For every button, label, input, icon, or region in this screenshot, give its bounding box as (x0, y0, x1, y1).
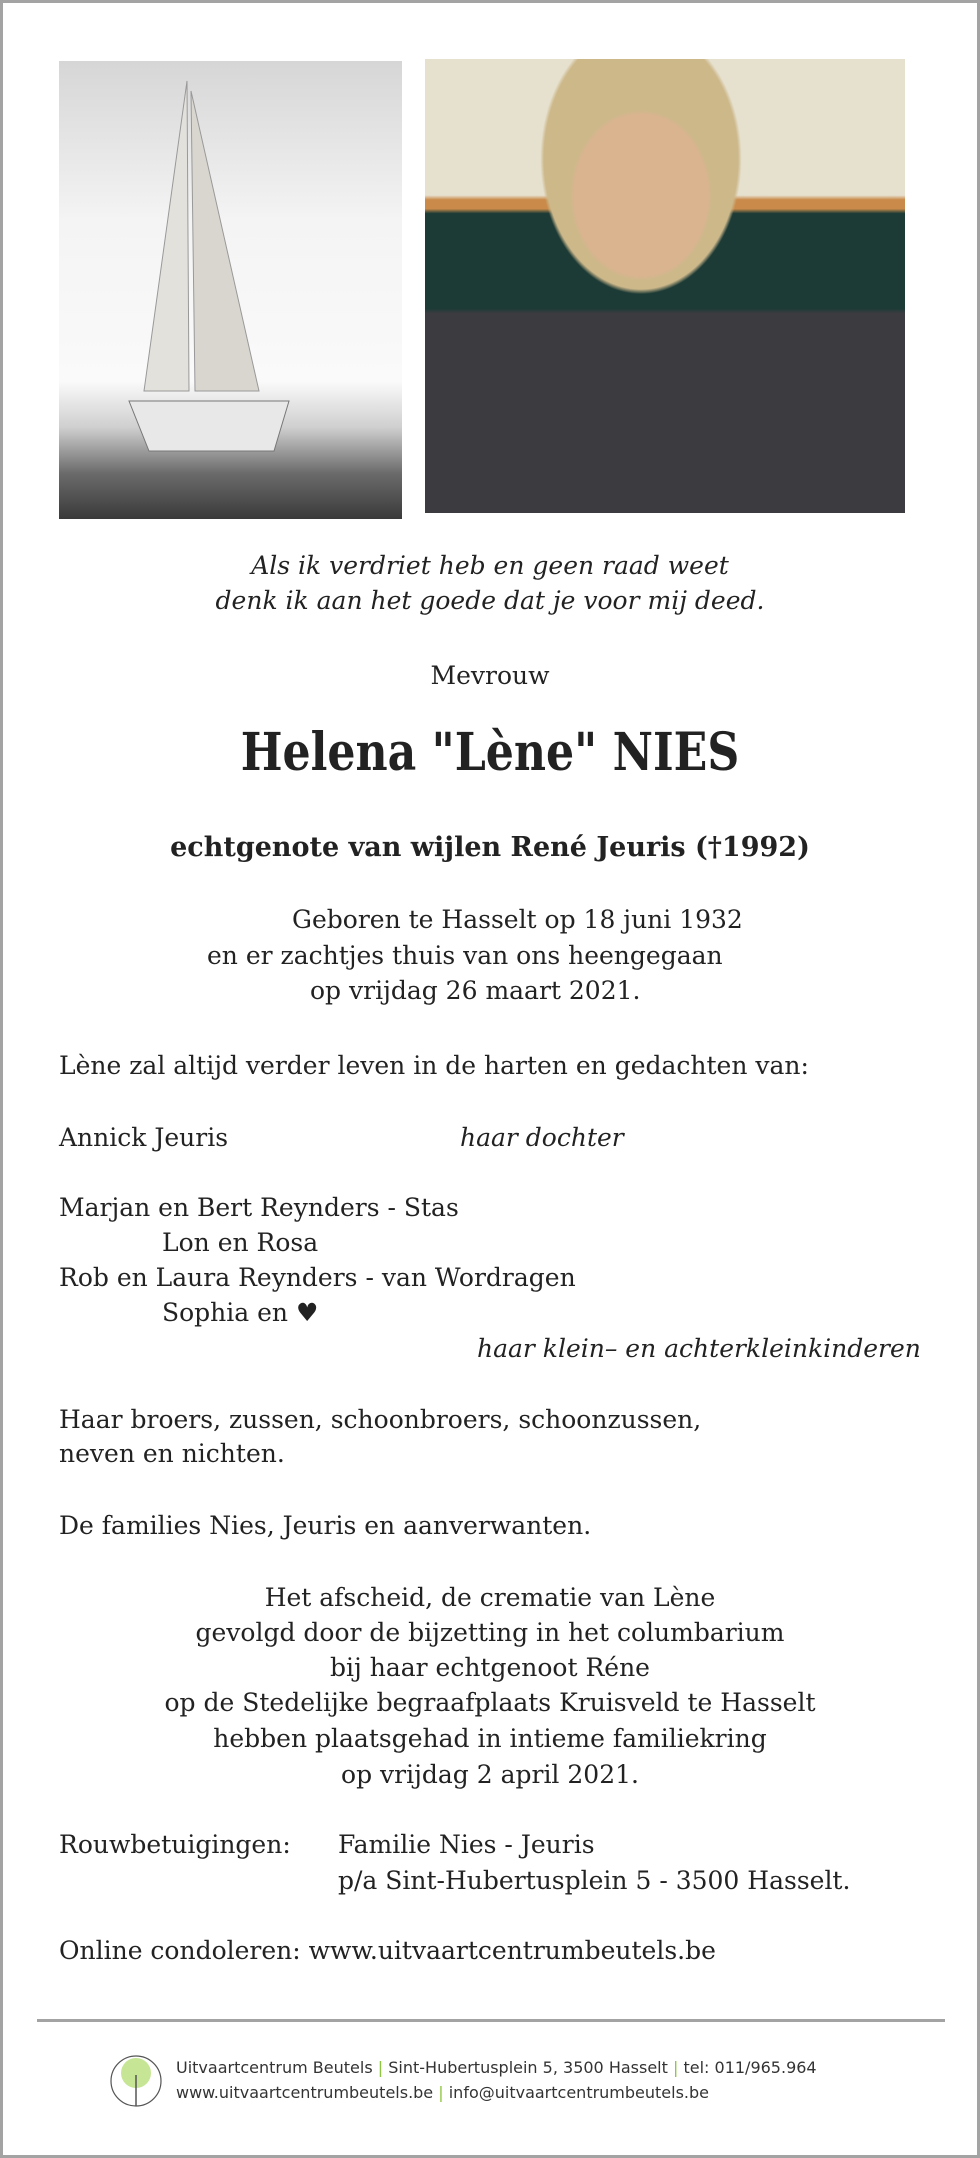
ceremony-line: op vrijdag 2 april 2021. (341, 1760, 639, 1789)
daughter-role: haar dochter (460, 1123, 624, 1152)
quote-line: Als ik verdriet heb en geen raad weet (251, 551, 729, 580)
condolences-address: p/a Sint-Hubertusplein 5 - 3500 Hasselt. (338, 1866, 851, 1895)
ceremony-line: op de Stedelijke begraafplaats Kruisveld te Hasselt (164, 1688, 816, 1717)
siblings-line: Haar broers, zussen, schoonbroers, schoonzussen, (59, 1405, 702, 1434)
intro-line: Lène zal altijd verder leven in de harten en gedachten van: (59, 1051, 809, 1080)
ceremony-line: hebben plaatsgehad in intieme familiekring (213, 1724, 767, 1753)
separator: | (377, 2058, 384, 2077)
tree-logo-icon (108, 2053, 164, 2109)
grandchild-line: Sophia en ♥ (162, 1298, 319, 1327)
footer-email-link[interactable]: info@uitvaartcentrumbeutels.be (448, 2083, 710, 2102)
grandchild-line: Rob en Laura Reynders - van Wordragen (59, 1263, 576, 1292)
separator: | (438, 2083, 444, 2102)
condolences-name: Familie Nies - Jeuris (338, 1830, 595, 1859)
footer-line-1 (176, 2058, 817, 2077)
grandchild-line: Lon en Rosa (162, 1228, 319, 1257)
sailboat-icon (59, 61, 402, 519)
death-line: en er zachtjes thuis van ons heengegaan (207, 941, 723, 970)
deceased-name: Helena "Lène" NIES (240, 722, 740, 783)
divider (37, 2019, 945, 2022)
footer-website-link[interactable]: www.uitvaartcentrumbeutels.be (176, 2083, 434, 2102)
birth-line: Geboren te Hasselt op 18 juni 1932 (292, 905, 743, 934)
footer-company: Uitvaartcentrum Beutels (176, 2058, 373, 2077)
separator: | (672, 2058, 679, 2077)
ceremony-line: Het afscheid, de crematie van Lène (264, 1583, 716, 1612)
online-condolences-link[interactable]: Online condoleren: www.uitvaartcentrumbeutels.be (59, 1936, 716, 1965)
quote-line: denk ik aan het goede dat je voor mij deed. (215, 586, 765, 615)
death-date-line: op vrijdag 26 maart 2021. (310, 976, 641, 1005)
footer-address: Sint-Hubertusplein 5, 3500 Hasselt (388, 2058, 668, 2077)
spouse-line: echtgenote van wijlen René Jeuris (†1992) (170, 832, 810, 863)
grandchildren-role: haar klein– en achterkleinkinderen (477, 1334, 921, 1363)
portrait-photo (425, 59, 905, 513)
ceremony-line: bij haar echtgenoot Réne (330, 1653, 650, 1682)
daughter-name: Annick Jeuris (59, 1123, 229, 1152)
footer-phone[interactable]: tel: 011/965.964 (683, 2058, 817, 2077)
footer-line-2 (176, 2083, 709, 2102)
families-line: De families Nies, Jeuris en aanverwanten. (59, 1511, 592, 1540)
sailboat-photo (59, 61, 402, 519)
condolences-label: Rouwbetuigingen: (59, 1830, 291, 1859)
ceremony-line: gevolgd door de bijzetting in het columbarium (195, 1618, 785, 1647)
siblings-line: neven en nichten. (59, 1439, 285, 1468)
grandchild-line: Marjan en Bert Reynders - Stas (59, 1193, 459, 1222)
salutation: Mevrouw (430, 661, 550, 690)
